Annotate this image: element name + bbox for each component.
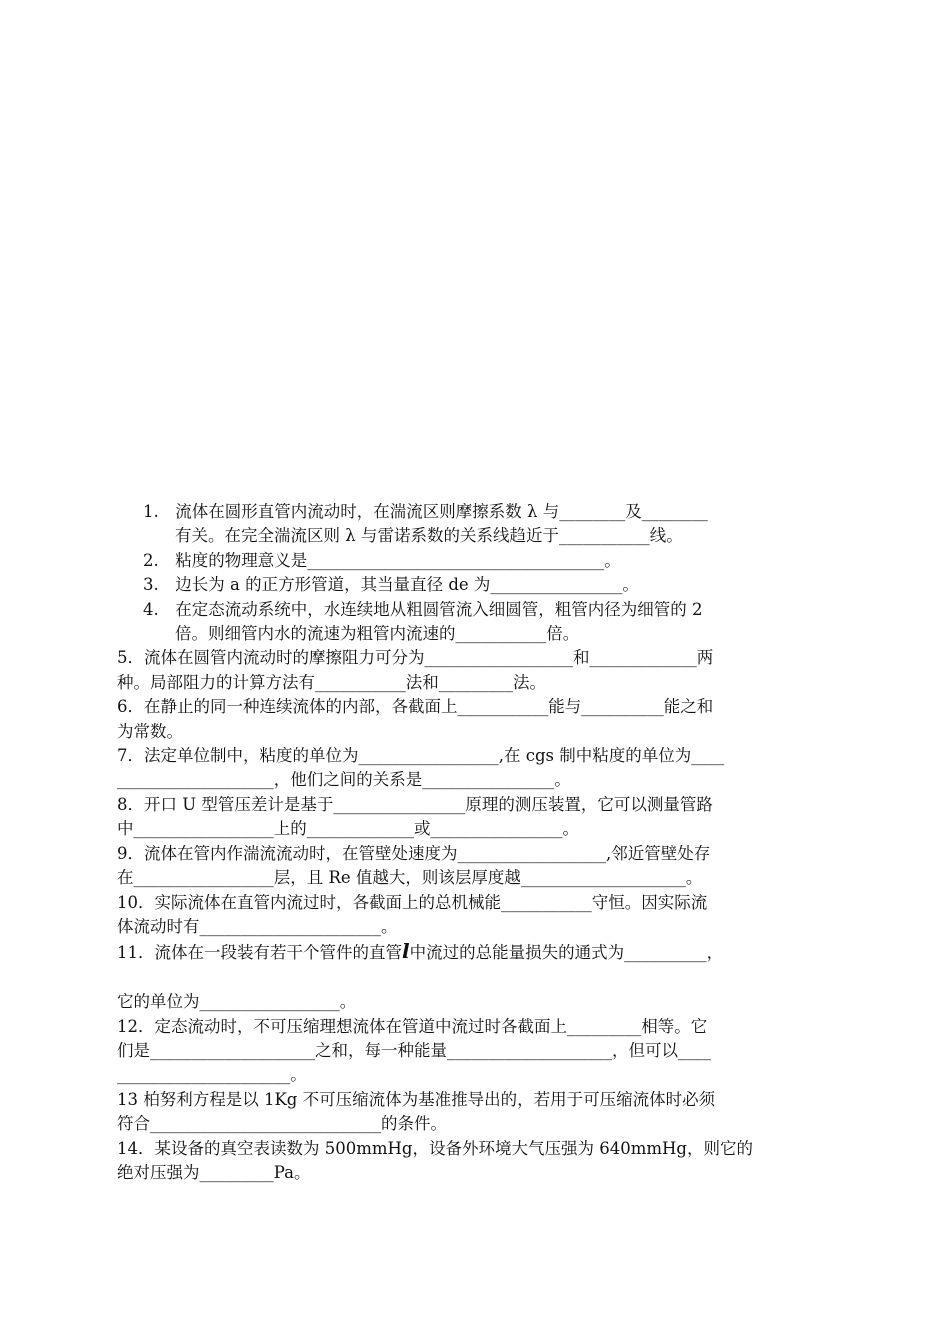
question-7-line-2: ___________________，他们之间的关系是________________。	[117, 770, 571, 790]
question-4-line-2: 倍。则细管内水的流速为粗管内流速的___________倍。	[175, 624, 580, 644]
question-list	[117, 500, 811, 1185]
question-7	[117, 744, 811, 793]
question-3	[117, 573, 811, 597]
question-4	[117, 598, 811, 647]
question-11-text-after: 中流过的总能量损失的通式为__________，	[409, 943, 724, 963]
question-13-line-2: 符合____________________________的条件。	[117, 1114, 447, 1134]
question-11-text-before: 11．流体在一段装有若干个管件的直管	[117, 943, 402, 963]
question-13-line-1: 13 柏努利方程是以 1Kg 不可压缩流体为基准推导出的，若用于可压缩流体时必须	[117, 1089, 716, 1109]
question-2-line-1: 2. 粘度的物理意义是____________________________________。	[143, 550, 621, 570]
question-5-line-2: 种。局部阻力的计算方法有___________法和_________法。	[117, 672, 546, 692]
question-12-line-2: 们是____________________之和，每一种能量____________________，但可以____	[117, 1040, 711, 1060]
question-11	[117, 939, 811, 1014]
question-12	[117, 1015, 811, 1088]
question-10-line-1: 10．实际流体在直管内流过时，各截面上的总机械能___________守恒。因实际流	[117, 892, 708, 912]
question-9-line-2: 在_________________层，且 Re 值越大，则该层厚度越____________________。	[117, 868, 703, 888]
question-14-line-2: 绝对压强为_________Pa。	[117, 1162, 311, 1182]
question-12-line-3: _____________________。	[117, 1065, 307, 1085]
question-6-line-2: 为常数。	[117, 721, 183, 741]
question-3-line-1: 3. 边长为 a 的正方形管道，其当量直径 de 为________________。	[143, 575, 639, 595]
question-1-line-1: 1. 流体在圆形直管内流动时，在湍流区则摩擦系数 λ 与________及________	[143, 502, 708, 521]
question-4-line-1: 4. 在定态流动系统中，水连续地从粗圆管流入细圆管，粗管内径为细管的 2	[143, 599, 703, 619]
question-11-line-1	[117, 939, 811, 965]
question-5	[117, 646, 811, 695]
blank-line-gap	[117, 966, 811, 990]
question-10-line-2: 体流动时有______________________。	[117, 916, 398, 936]
question-8-line-2: 中_________________上的_____________或________________。	[117, 819, 579, 839]
question-14	[117, 1137, 811, 1186]
question-14-line-1: 14．某设备的真空表读数为 500mmHg，设备外环境大气压强为 640mmHg，则它的	[117, 1138, 753, 1158]
question-10	[117, 891, 811, 940]
question-12-line-1: 12．定态流动时，不可压缩理想流体在管道中流过时各截面上_________相等。它	[117, 1016, 708, 1036]
question-9-line-1: 9．流体在管内作湍流流动时，在管壁处速度为__________________,邻近管壁处存	[117, 843, 711, 863]
length-symbol-l: l	[402, 939, 410, 964]
question-9	[117, 842, 811, 891]
question-6-line-1: 6．在静止的同一种连续流体的内部，各截面上___________能与__________能之和	[117, 697, 714, 717]
question-1	[117, 500, 811, 549]
question-2	[117, 549, 811, 573]
question-1-line-2: 有关。在完全湍流区则 λ 与雷诺系数的关系线趋近于___________线。	[175, 526, 683, 546]
question-8-line-1: 8．开口 U 型管压差计是基于________________原理的测压装置，它可以测量管路	[117, 794, 713, 814]
question-6	[117, 695, 811, 744]
question-5-line-1: 5．流体在圆管内流动时的摩擦阻力可分为__________________和_____________两	[117, 648, 714, 668]
question-7-line-1: 7．法定单位制中，粘度的单位为_________________,在 cgs 制中粘度的单位为____	[117, 746, 725, 766]
question-13	[117, 1088, 811, 1137]
question-8	[117, 793, 811, 842]
question-11-line-2: 它的单位为_________________。	[117, 992, 357, 1012]
